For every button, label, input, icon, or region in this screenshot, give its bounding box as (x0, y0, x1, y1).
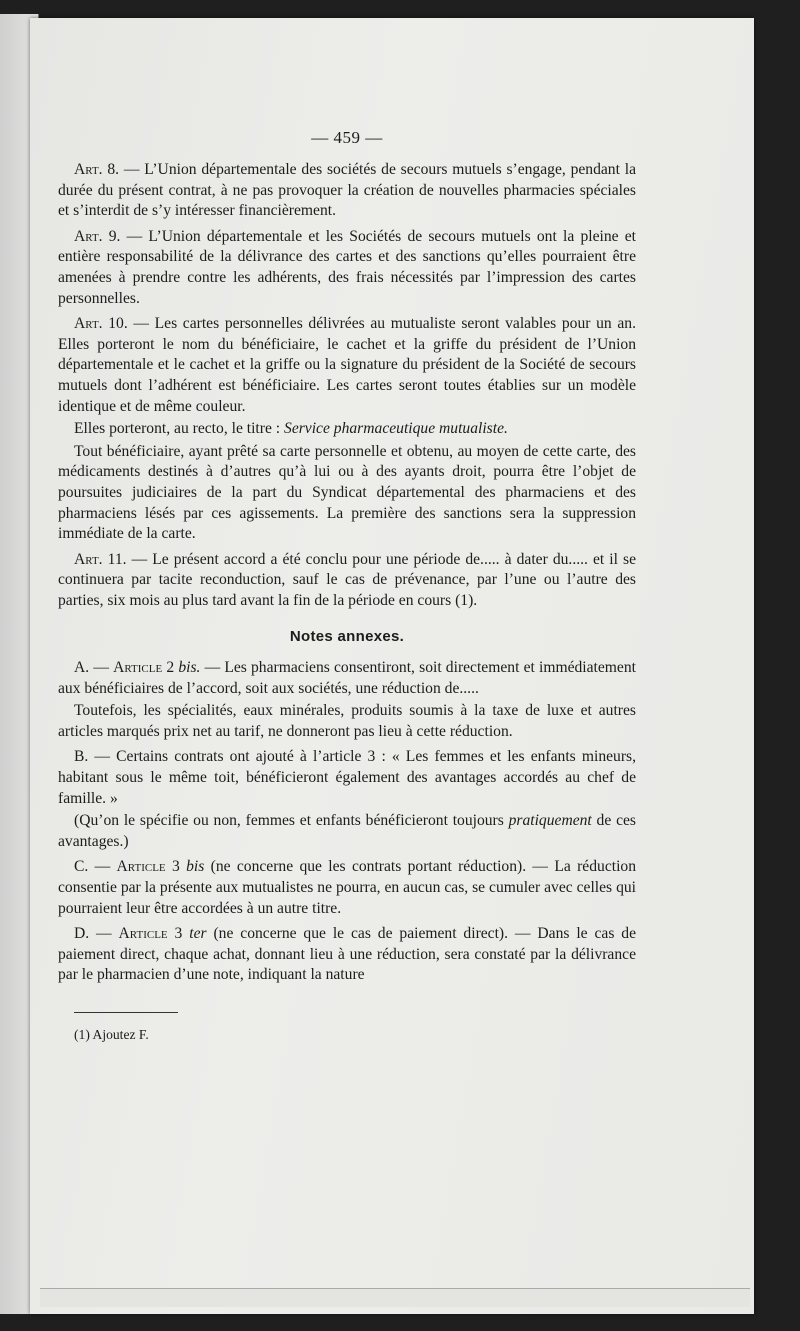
sanctions-paragraph: Tout bénéficiaire, ayant prêté sa carte personnelle et obtenu, au moyen de cette carte, des médicaments destinés à d’autres qu’à lui ou à des ayants droit, pourra être l’objet de poursuites judiciaires de la part du Syndicat départemental des pharmaciens et des pharmaciens lésés par ces agissements. La première des sanctions sera la suppression immédiate de la carte. (58, 442, 636, 543)
page-bottom-edge (40, 1288, 750, 1307)
body-text (58, 160, 636, 1051)
recto-title-paragraph: Elles porteront, au recto, le titre : Service pharmaceutique mutualiste. (74, 420, 508, 438)
note-b-comment: (Qu’on le spécifie ou non, femmes et enfants bénéficieront toujours pratiquement de ces avantages.) (58, 812, 636, 850)
note-a: A. — Article 2 bis. — Les pharmaciens consentiront, soit directement et immédiatement aux bénéficiaires de l’accord, soit aux sociétés, une réduction de..... (58, 659, 636, 697)
note-a-exceptions: Toutefois, les spécialités, eaux minérales, produits soumis à la taxe de luxe et autres articles marqués prix net au tarif, ne donneront pas lieu à cette réduction. (58, 702, 636, 740)
article-10: Art. 10. — Les cartes personnelles délivrées au mutualiste seront valables pour un an. Elles porteront le nom du bénéficiaire, le cachet et la griffe du président de l’Union départementale et le cachet et la griffe ou la signature du président de la Société de secours mutuels dont l’adhérent est bénéficiaire. Les cartes seront toutes établies sur un modèle identique et de même couleur. (58, 315, 636, 415)
section-heading: Notes annexes. (289, 628, 405, 646)
article-9: Art. 9. — L’Union départementale et les Sociétés de secours mutuels ont la pleine et entière responsabilité de la délivrance des cartes et des sanctions qu’elles pourraient être amenées à prendre contre les adhérents, des frais nécessités par l’impression des cartes personnelles. (58, 227, 636, 307)
article-8: Art. 8. — L’Union départementale des sociétés de secours mutuels s’engage, pendant la durée du présent contrat, à ne pas provoquer la création de nouvelles pharmacies spéciales et s’interdit de s’y intéresser financièrement. (58, 161, 636, 220)
article-11: Art. 11. — Le présent accord a été conclu pour une période de..... à dater du..... et il se continuera par tacite reconduction, sauf le cas de prévenance, par l’une ou l’autre des parties, six mois au plus tard avant la fin de la période en cours (1). (58, 550, 636, 609)
page-number: — 459 — (311, 128, 383, 147)
note-d: D. — Article 3 ter (ne concerne que le cas de paiement direct). — Dans le cas de paiement direct, chaque achat, donnant lieu à une réduction, sera constaté par la délivrance par le pharmacien d’une note, indiquant la nature (58, 925, 637, 984)
note-b: B. — Certains contrats ont ajouté à l’article 3 : « Les femmes et les enfants mineurs, habitant sous le même toit, bénéficieront également des avantages accordés au chef de famille. » (58, 748, 636, 807)
note-c: C. — Article 3 bis (ne concerne que les contrats portant réduction). — La réduction consentie par la présente aux mutualistes ne pourra, en aucun cas, se cumuler avec celles qui pourraient leur être accordées à un autre titre. (58, 858, 636, 917)
footnote-rule (74, 1012, 178, 1013)
footnote: (1) Ajoutez F. (74, 1026, 149, 1042)
